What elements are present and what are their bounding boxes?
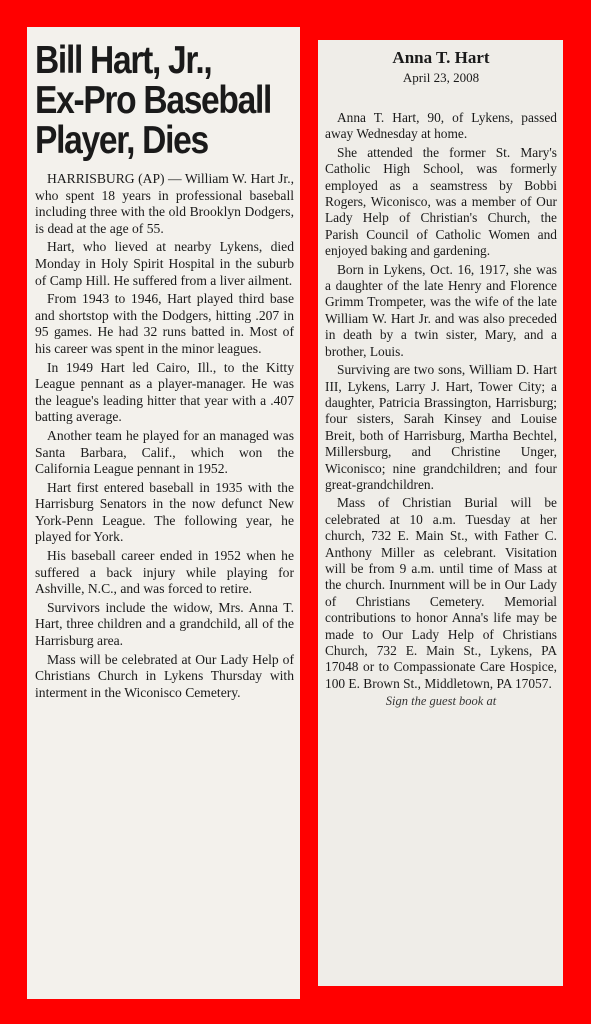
baseball-obituary-clipping bbox=[27, 27, 300, 999]
article-paragraph: From 1943 to 1946, Hart played third base and shortstop with the Dodgers, hitting .207 in 95 games. He had 32 runs batted in. Most of his career was spent in the minor leagues. bbox=[35, 291, 294, 356]
obituary-body bbox=[325, 110, 557, 692]
obituary-paragraph: Anna T. Hart, 90, of Lykens, passed away Wednesday at home. bbox=[325, 110, 557, 142]
guest-book-line: Sign the guest book at bbox=[385, 694, 497, 709]
obituary-paragraph: Born in Lykens, Oct. 16, 1917, she was a daughter of the late Henry and Florence Grimm Trompeter, was the wife of the late William W. Hart Jr. and was also preceded in death by a twin sister, Mary, and a brother, Louis. bbox=[325, 261, 557, 359]
obituary-date: April 23, 2008 bbox=[402, 70, 480, 85]
headline: Bill Hart, Jr., Ex-Pro Baseball Player, Dies bbox=[35, 39, 272, 162]
article-body bbox=[35, 171, 294, 701]
article-paragraph: HARRISBURG (AP) — William W. Hart Jr., who spent 18 years in professional baseball including three with the old Brooklyn Dodgers, is dead at the age of 55. bbox=[35, 171, 294, 236]
article-paragraph: Mass will be celebrated at Our Lady Help of Christians Church in Lykens Thursday with interment in the Wiconisco Cemetery. bbox=[35, 651, 294, 700]
obituary-paragraph: Surviving are two sons, William D. Hart III, Lykens, Larry J. Hart, Tower City; a daughter, Patricia Brassington, Harrisburg; four sisters, Sarah Kinsey and Louise Breit, both of Harrisburg, Martha Bechtel, Millersburg, and Christine Unger, Wiconisco; nine grandchildren; and four great-grandchildren. bbox=[325, 362, 557, 492]
article-paragraph: His baseball career ended in 1952 when he suffered a back injury while playing for Ashville, N.C., and was forced to retire. bbox=[35, 548, 294, 597]
obituary-name: Anna T. Hart bbox=[392, 48, 490, 67]
article-paragraph: Hart first entered baseball in 1935 with the Harrisburg Senators in the now defunct New York-Penn League. The following year, he played for York. bbox=[35, 479, 294, 545]
article-paragraph: Another team he played for an managed was Santa Barbara, Calif., which won the California League pennant in 1952. bbox=[35, 427, 294, 477]
article-paragraph: Survivors include the widow, Mrs. Anna T. Hart, three children and a grandchild, all of the Harrisburg area. bbox=[35, 599, 294, 649]
article-paragraph: In 1949 Hart led Cairo, Ill., to the Kitty League pennant as a player-manager. He was the league's leading hitter that year with a .407 batting average. bbox=[35, 359, 294, 425]
anna-hart-obituary-clipping bbox=[318, 40, 563, 986]
obituary-paragraph: Mass of Christian Burial will be celebrated at 10 a.m. Tuesday at her church, 732 E. Main St., with Father C. Anthony Miller as celebrant. Visitation will be from 9 a.m. until time of Mass at the church. Inurnment will be in Our Lady of Christians Cemetery. Memorial contributions to honor Anna's life may be made to Our Lady Help of Christians Church, 732 E. Main St., Lykens, PA 17048 or to Compassionate Care Hospice, 100 E. Brown St., Middletown, PA 17057. bbox=[325, 495, 557, 691]
obituary-paragraph: She attended the former St. Mary's Catholic High School, was formerly employed as a seamstress by Bobbi Rogers, Wiconisco, was a member of Our Lady Help of Christian's Church, the Parish Council of Catholic Women and enjoyed baking and gardening. bbox=[325, 144, 557, 259]
article-paragraph: Hart, who lieved at nearby Lykens, died Monday in Holy Spirit Hospital in the suburb of Camp Hill. He suffered from a liver ailment. bbox=[35, 239, 294, 288]
